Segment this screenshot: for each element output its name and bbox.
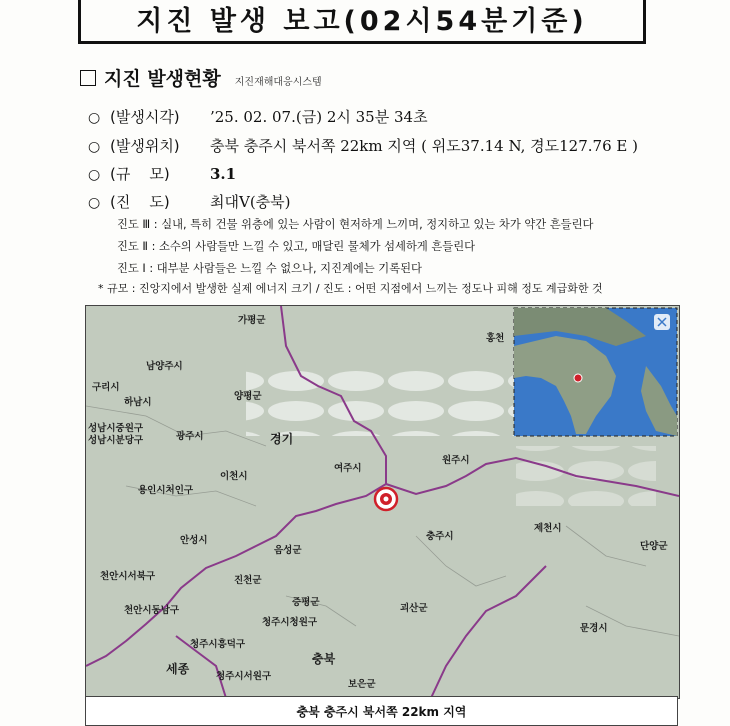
circle-bullet-icon: ○ xyxy=(88,139,101,155)
place-label: 음성군 xyxy=(274,545,302,556)
place-label: 용인시처인구 xyxy=(138,485,194,496)
place-label: 괴산군 xyxy=(400,603,428,614)
report-title: 지진 발생 보고(02시54분기준) xyxy=(78,0,646,44)
footnote: * 규모 : 진앙지에서 발생한 실제 에너지 크기 / 진도 : 어떤 지점에서 느끼는 정도나 피해 정도 계급화한 것 xyxy=(98,282,603,295)
place-label: 충주시 xyxy=(426,531,454,542)
place-label: 청주시청원구 xyxy=(262,617,318,628)
place-label: 이천시 xyxy=(220,471,248,482)
region-label: 충북 xyxy=(312,652,336,666)
item-intensity xyxy=(88,191,291,212)
place-label: 원주시 xyxy=(442,455,470,466)
place-label: 청주시서원구 xyxy=(216,671,272,682)
item-value: 3.1 xyxy=(210,165,237,183)
region-label: 경기 xyxy=(270,432,294,446)
circle-bullet-icon: ○ xyxy=(88,167,101,183)
item-value: 충북 충주시 북서쪽 22km 지역 ( 위도37.14 N, 경도127.76 E ) xyxy=(210,137,638,155)
item-magnitude xyxy=(88,163,236,184)
intensity-note-2: 진도 Ⅱ : 소수의 사람들만 느낄 수 있고, 매달린 물체가 섬세하게 흔들린다 xyxy=(117,240,476,253)
intensity-note-1: 진도 Ⅰ : 대부분 사람들은 느낄 수 없으나, 지진계에는 기록된다 xyxy=(117,262,422,275)
place-label: 안성시 xyxy=(180,535,208,546)
circle-bullet-icon: ○ xyxy=(88,110,101,126)
item-location xyxy=(88,135,638,156)
place-label: 구리시 xyxy=(92,382,120,393)
map-caption: 충북 충주시 북서쪽 22km 지역 xyxy=(85,696,678,726)
item-value: ’25. 02. 07.(금) 2시 35분 34초 xyxy=(210,108,428,126)
place-label: 청주시흥덕구 xyxy=(190,639,246,650)
region-label: 세종 xyxy=(166,662,190,676)
checkbox-square-icon xyxy=(80,70,96,86)
place-label: 홍천 xyxy=(486,333,505,344)
place-label: 천안시동남구 xyxy=(124,605,180,616)
item-label: (발생시각) xyxy=(110,108,180,126)
epicenter-marker[interactable] xyxy=(375,488,397,510)
item-label: (발생위치) xyxy=(110,137,180,155)
place-label: 문경시 xyxy=(580,623,608,634)
place-label: 제천시 xyxy=(534,523,562,534)
place-label: 증평군 xyxy=(292,597,320,608)
item-value: 최대Ⅴ(충북) xyxy=(210,193,291,211)
place-label: 여주시 xyxy=(334,463,362,474)
item-time xyxy=(88,106,428,127)
place-label: 남양주시 xyxy=(146,361,183,372)
epicenter-map[interactable] xyxy=(85,305,680,699)
intensity-note-3: 진도 Ⅲ : 실내, 특히 건물 위층에 있는 사람이 현저하게 느끼며, 정지하고 있는 차가 약간 흔들린다 xyxy=(117,218,594,231)
place-label: 성남시분당구 xyxy=(88,435,144,446)
cloud-band xyxy=(516,446,656,506)
place-label: 광주시 xyxy=(176,431,204,442)
section-heading: 지진 발생현황 xyxy=(104,68,221,90)
item-label: (진 도) xyxy=(110,193,170,211)
inset-map[interactable] xyxy=(514,308,677,436)
place-label: 양평군 xyxy=(234,391,262,402)
cloud-band xyxy=(246,366,526,436)
circle-bullet-icon: ○ xyxy=(88,195,101,211)
place-label: 하남시 xyxy=(124,397,152,408)
place-label: 보은군 xyxy=(348,679,376,690)
place-label: 천안시서북구 xyxy=(100,571,156,582)
inset-epicenter xyxy=(574,374,582,382)
section-header xyxy=(80,64,322,91)
section-source: 지진재해대응시스템 xyxy=(234,77,322,88)
place-label: 단양군 xyxy=(640,541,668,552)
place-label: 가평군 xyxy=(238,315,266,326)
place-label: 진천군 xyxy=(234,575,262,586)
item-label: (규 모) xyxy=(110,165,170,183)
place-label: 성남시중원구 xyxy=(88,423,144,434)
